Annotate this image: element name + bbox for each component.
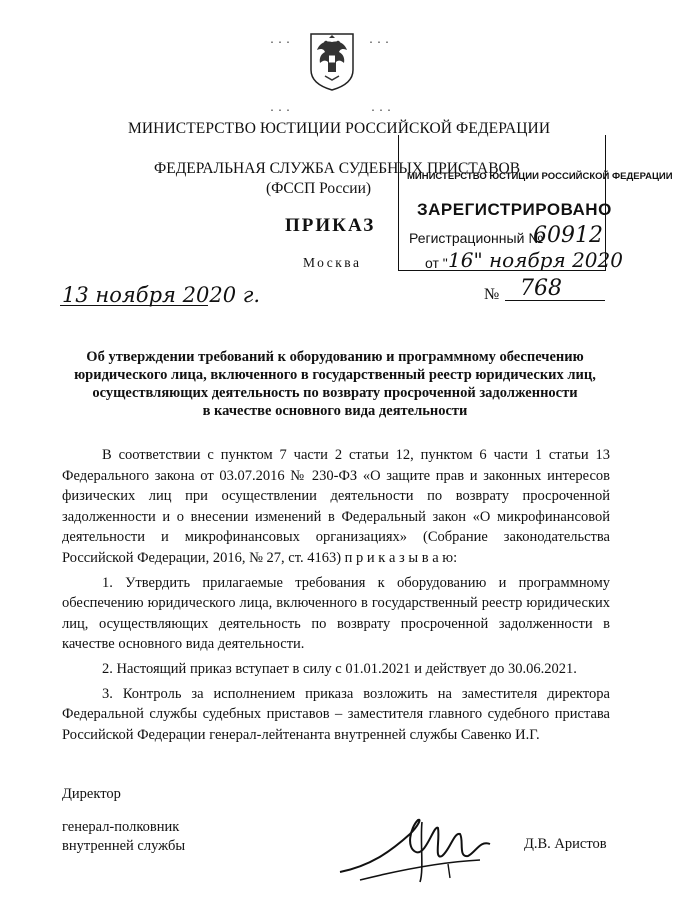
order-item-2: 2. Настоящий приказ вступает в силу с 01.01.2021 и действует до 30.06.2021. [102,660,577,677]
title-line: в качестве основного вида деятельности [202,403,468,419]
title-line: юридического лица, включенного в государственный реестр юридических лиц, [74,367,596,383]
stamp-number-label: Регистрационный № [409,230,544,246]
stamp-number: 60912 [533,223,603,248]
document-number-label: № [484,286,500,303]
signer-position: Директор [62,786,121,802]
service-short-name: (ФССП России) [266,180,372,197]
document-number: 768 [520,276,562,301]
scan-dots: ··· [269,106,294,117]
stamp-ministry: МИНИСТЕРСТВО ЮСТИЦИИ РОССИЙСКОЙ ФЕДЕРАЦИИ [407,171,673,182]
scan-dots: ··· [269,38,294,49]
coat-of-arms-icon [303,30,361,92]
number-underline [505,300,605,301]
stamp-status: ЗАРЕГИСТРИРОВАНО [417,200,612,219]
title-line: Об утверждении требований к оборудованию и программному обеспечению [86,349,584,365]
handwritten-signature [330,800,530,890]
document-title [62,348,608,420]
document-type: ПРИКАЗ [285,215,376,236]
preamble-paragraph: В соответствии с пунктом 7 части 2 статьи 12, пунктом 6 части 1 статьи 13 Федерального закона от 03.07.2016 № 230-ФЗ «О защите прав и законных интересов физических лиц при осуществлении деятельности по возврату просроченной задолженности и о внесении изменений в Федеральный закон «О микрофинансовой деятельности и микрофинансовых организациях» (Собрание законодательства Российской Федерации, 2016, № 27, ст. 4163) п р и к а з ы в а ю: [62,447,610,566]
order-item-1: 1. Утвердить прилагаемые требования к оборудованию и программному обеспечению юридического лица, включенного в государственный реестр юридических лиц, осуществляющих деятельность по возврату просроченной задолженности в качестве основного вида деятельности. [62,574,610,653]
stamp-date: 16" ноября 2020 [448,248,623,272]
scan-dots: ··· [370,106,395,117]
document-body [62,445,610,745]
ministry-name: МИНИСТЕРСТВО ЮСТИЦИИ РОССИЙСКОЙ ФЕДЕРАЦИИ [128,120,551,137]
title-line: осуществляющих деятельность по возврату просроченной задолженности [92,385,578,401]
order-item-3: 3. Контроль за исполнением приказа возложить на заместителя директора Федеральной службы судебных приставов – заместителя главного судебного пристава Российской Федерации генерал-лейтенанта внутренней службы Савенко И.Г. [62,685,610,743]
scan-dots: ··· [368,38,393,49]
signer-rank-line: генерал-полковник [62,819,180,835]
document-date: 13 ноября 2020 г. [62,283,261,307]
signer-name: Д.В. Аристов [524,836,607,852]
signer-rank-line: внутренней службы [62,838,186,854]
city: Москва [303,255,362,270]
service-name: ФЕДЕРАЛЬНАЯ СЛУЖБА СУДЕБНЫХ ПРИСТАВОВ [154,160,521,177]
date-underline [60,305,208,306]
stamp-date-label: от " [425,255,448,271]
